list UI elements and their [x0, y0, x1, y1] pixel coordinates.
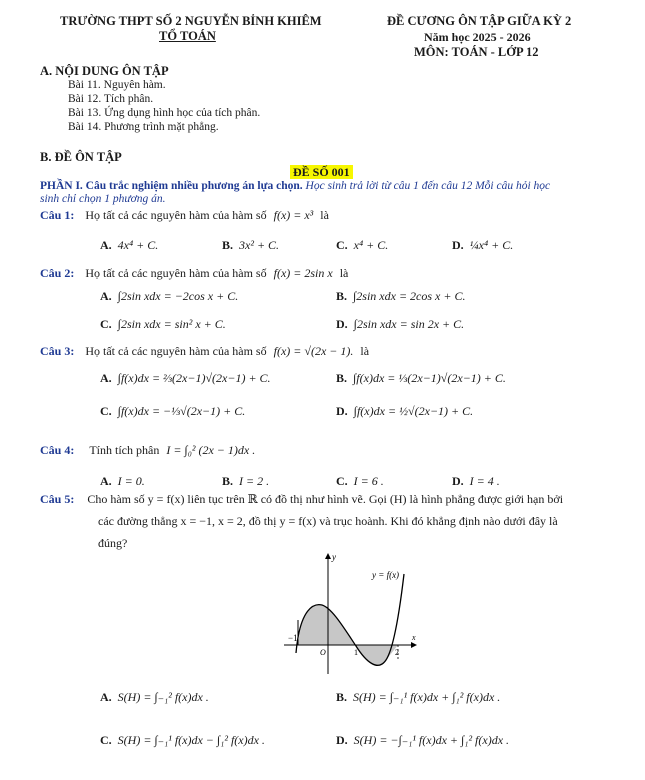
y-axis-label: y: [332, 552, 336, 562]
option-b[interactable]: B. ∫f(x)dx = ⅓(2x−1)√(2x−1) + C.: [336, 371, 506, 385]
option-c[interactable]: C. ∫2sin xdx = sin² x + C.: [100, 317, 226, 331]
question-4: Câu 4: Tính tích phân I = ∫₀² (2x − 1)dx .: [40, 443, 256, 457]
subject-line: MÔN: TOÁN - LỚP 12: [414, 45, 539, 59]
option-b[interactable]: B. I = 2 .: [222, 474, 270, 488]
school-year: Năm học 2025 - 2026: [424, 30, 531, 44]
question-3: Câu 3: Họ tất cả các nguyên hàm của hàm số f(x) = √(2x − 1). là: [40, 344, 370, 358]
tick-label: 1: [354, 648, 358, 657]
option-d[interactable]: D. S(H) = −∫₋₁¹ f(x)dx + ∫₁² f(x)dx .: [336, 733, 510, 747]
option-b[interactable]: B. 3x² + C.: [222, 238, 280, 252]
option-c[interactable]: C. I = 6 .: [336, 474, 384, 488]
option-b[interactable]: B. ∫2sin xdx = 2cos x + C.: [336, 289, 466, 303]
option-d[interactable]: D. I = 4 .: [452, 474, 500, 488]
option-b[interactable]: B. S(H) = ∫₋₁¹ f(x)dx + ∫₁² f(x)dx .: [336, 690, 501, 704]
question-2: Câu 2: Họ tất cả các nguyên hàm của hàm số f(x) = 2sin x là: [40, 266, 349, 280]
part1-instructions-cont: sinh chỉ chọn 1 phương án.: [40, 193, 166, 205]
lesson-item: Bài 14. Phương trình mặt phẳng.: [68, 121, 219, 133]
option-c[interactable]: C. S(H) = ∫₋₁¹ f(x)dx − ∫₁² f(x)dx .: [100, 733, 265, 747]
function-graph: [270, 548, 420, 678]
tick-label: −1: [288, 633, 298, 643]
option-a[interactable]: A. S(H) = ∫₋₁² f(x)dx .: [100, 690, 209, 704]
option-a[interactable]: A. ∫2sin xdx = −2cos x + C.: [100, 289, 239, 303]
department-name: TỔ TOÁN: [159, 29, 216, 43]
question-5: Câu 5: Cho hàm số y = f(x) liên tục trên ℝ có đồ thị như hình vẽ. Gọi (H) là hình phẳng được giới hạn bởi: [40, 492, 564, 506]
option-a[interactable]: A. 4x⁴ + C.: [100, 238, 159, 252]
lesson-item: Bài 12. Tích phân.: [68, 93, 154, 105]
option-d[interactable]: D. ¼x⁴ + C.: [452, 238, 514, 252]
lesson-item: Bài 11. Nguyên hàm.: [68, 79, 166, 91]
part1-instructions: PHẦN I. Câu trắc nghiệm nhiều phương án lựa chọn. Học sinh trả lời từ câu 1 đến câu 12 Mỗi câu hỏi học: [40, 180, 551, 192]
option-c[interactable]: C. x⁴ + C.: [336, 238, 389, 252]
option-d[interactable]: D. ∫2sin xdx = sin 2x + C.: [336, 317, 465, 331]
school-name: TRƯỜNG THPT SỐ 2 NGUYỄN BỈNH KHIÊM: [60, 14, 322, 28]
document-title: ĐỀ CƯƠNG ÔN TẬP GIỮA KỲ 2: [387, 14, 572, 28]
tick-label: 2: [395, 648, 399, 657]
section-a-title: A. NỘI DUNG ÔN TẬP: [40, 64, 169, 78]
exam-label: ĐỀ SỐ 001: [290, 165, 353, 180]
option-a[interactable]: A. ∫f(x)dx = ⅔(2x−1)√(2x−1) + C.: [100, 371, 271, 385]
lesson-item: Bài 13. Ứng dụng hình học của tích phân.: [68, 107, 261, 119]
origin-label: O: [320, 648, 326, 657]
section-b-title: B. ĐỀ ÔN TẬP: [40, 150, 122, 164]
question-5-cont: đúng?: [98, 536, 128, 550]
shaded-region: [298, 605, 356, 646]
curve-label: y = f(x): [372, 570, 400, 580]
question-1: Câu 1: Họ tất cả các nguyên hàm của hàm số f(x) = x³ là: [40, 208, 329, 222]
x-axis-label: x: [412, 633, 416, 642]
option-d[interactable]: D. ∫f(x)dx = ½√(2x−1) + C.: [336, 404, 474, 418]
option-a[interactable]: A. I = 0.: [100, 474, 145, 488]
question-5-cont: các đường thẳng x = −1, x = 2, đồ thị y = f(x) và trục hoành. Khi đó khẳng định nào dưới đây là: [98, 514, 558, 528]
option-c[interactable]: C. ∫f(x)dx = −⅓√(2x−1) + C.: [100, 404, 246, 418]
